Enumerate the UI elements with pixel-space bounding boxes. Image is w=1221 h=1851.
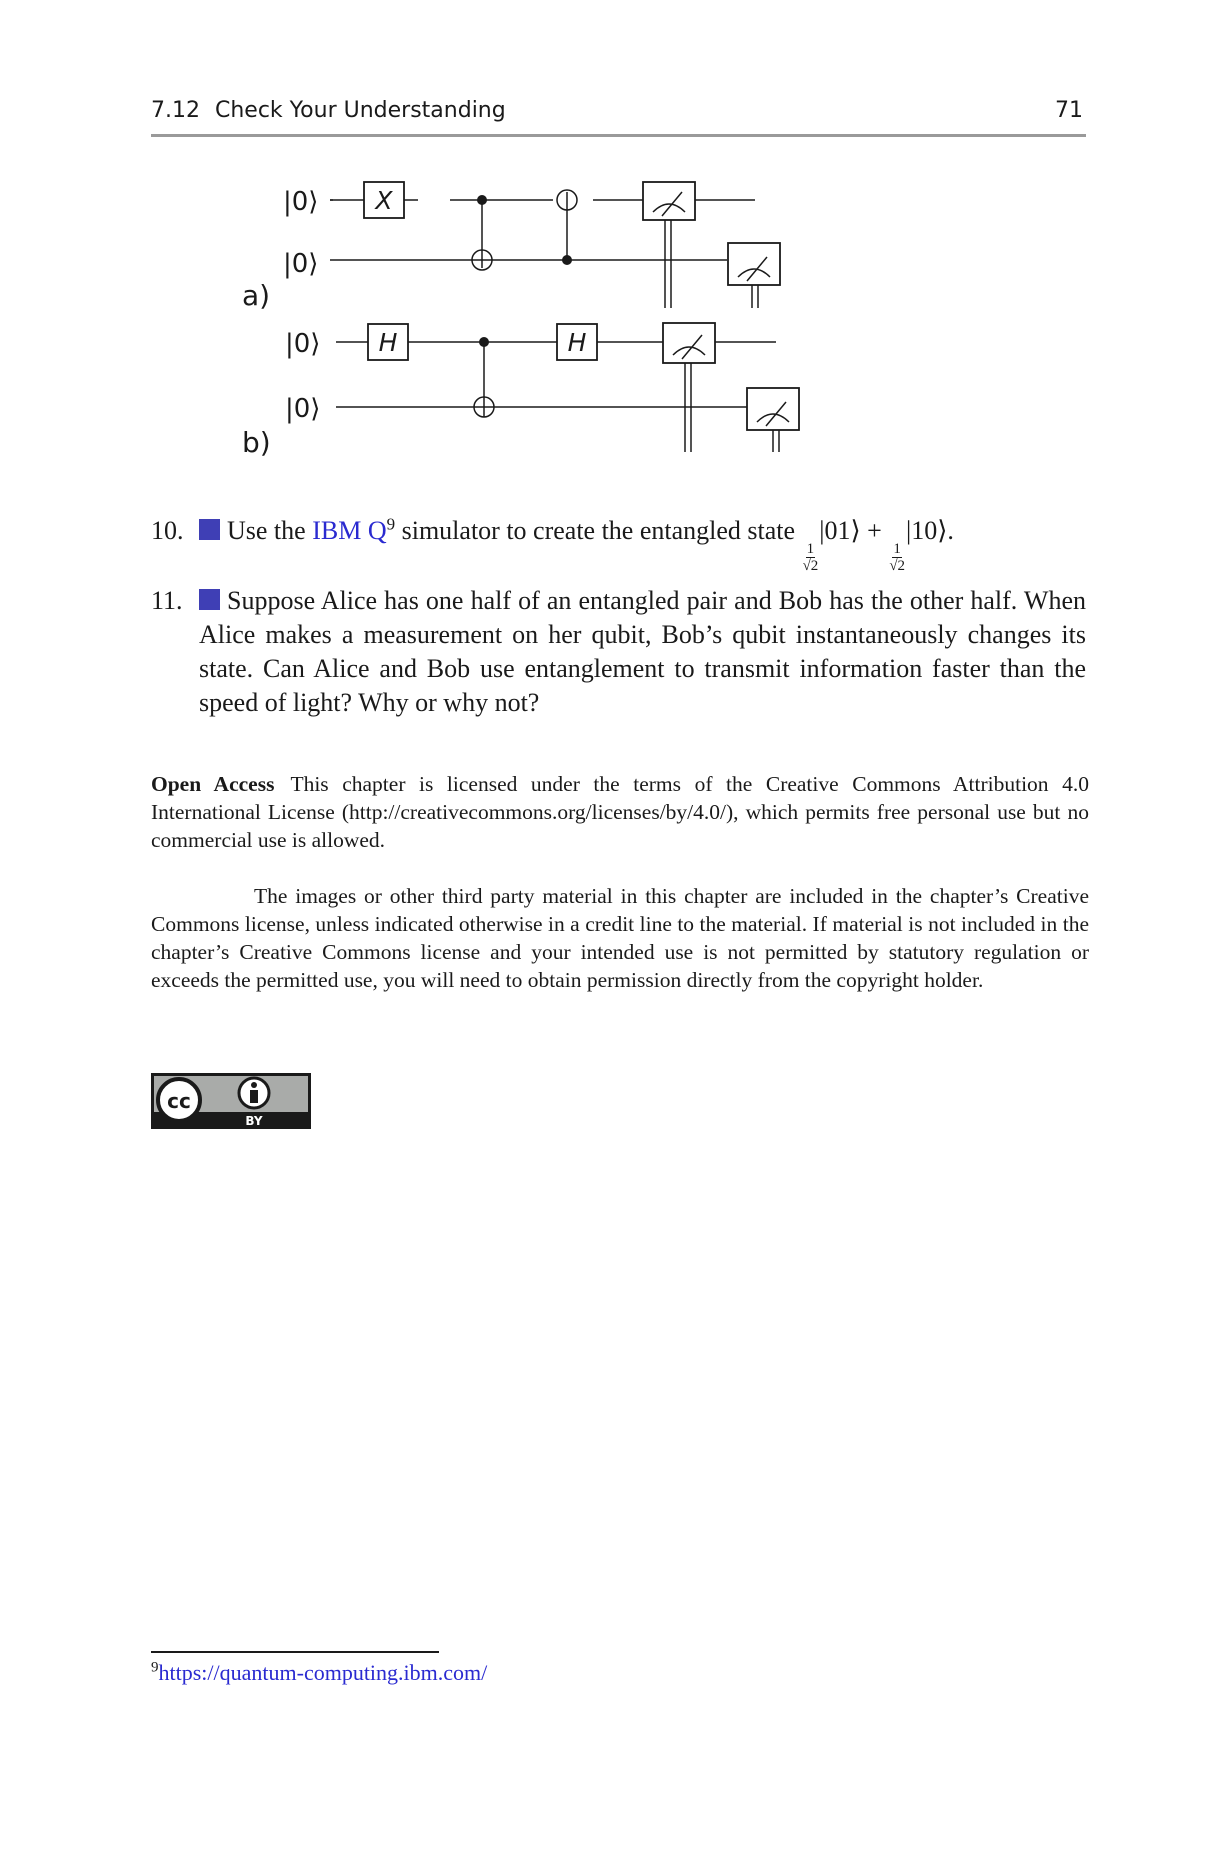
exercise-number: 11. bbox=[151, 586, 183, 615]
ket-a1: |0⟩ bbox=[283, 187, 319, 217]
open-access-label: Open Access bbox=[151, 772, 275, 796]
panel-a-label: a) bbox=[242, 279, 271, 312]
ket-a2: |0⟩ bbox=[283, 249, 319, 279]
h-gate-1-label: H bbox=[378, 328, 398, 357]
exercise-number: 10. bbox=[151, 516, 184, 545]
measure-b2 bbox=[747, 388, 799, 430]
section-title: Check Your Understanding bbox=[215, 98, 506, 123]
cc-icon: cc bbox=[167, 1089, 191, 1113]
difficulty-square-icon bbox=[199, 519, 220, 540]
license-paragraph-1: Open Access This chapter is licensed under the terms of the Creative Commons Attribution 4.0 International License (http://creativecommons.org/licenses/by/4.0/), which permits free personal use but no commercial use is allowed. bbox=[151, 772, 1089, 852]
fraction: $\frac{1}{√2}$ bbox=[802, 541, 819, 574]
running-header bbox=[151, 98, 1086, 124]
page-number: 71 bbox=[1055, 98, 1083, 123]
footnote-ref[interactable]: 9 bbox=[386, 514, 396, 534]
footnote bbox=[151, 1660, 487, 1686]
ibm-q-link[interactable]: IBM Q bbox=[312, 516, 387, 545]
license-block bbox=[151, 770, 1089, 1022]
fraction: $\frac{1}{√2}$ bbox=[889, 541, 906, 574]
license-paragraph-2: The images or other third party material in this chapter are included in the chapter’s Creative Commons license, unless indicated otherwise in a credit line to the material. If material is not included in the chapter’s Creative Commons license and your intended use is not permitted by statutory regulation or exceeds the permitted use, you will need to obtain permission directly from the copyright holder. bbox=[151, 884, 1089, 992]
footnote-rule bbox=[151, 1651, 439, 1653]
footnote-mark: 9 bbox=[151, 1659, 159, 1676]
section-number: 7.12 bbox=[151, 98, 200, 123]
measure-b1 bbox=[663, 323, 715, 363]
difficulty-square-icon bbox=[199, 589, 220, 610]
exercise-text: Suppose Alice has one half of an entangled pair and Bob has the other half. When Alice makes a measurement on her qubit, Bob’s qubit instantaneously changes its state. Can Alice and Bob use entanglement to transmit information faster than the speed of light? Why or why not? bbox=[199, 586, 1086, 717]
ket-b2: |0⟩ bbox=[285, 394, 321, 424]
panel-b-label: b) bbox=[242, 426, 271, 459]
measure-a1 bbox=[643, 182, 695, 220]
quantum-circuit-figure bbox=[220, 160, 840, 470]
exercise-11 bbox=[151, 584, 1086, 720]
h-gate-2-label: H bbox=[567, 328, 587, 357]
footnote-url-link[interactable]: https://quantum-computing.ibm.com/ bbox=[158, 1660, 488, 1685]
by-label: BY bbox=[245, 1114, 263, 1128]
measure-a2 bbox=[728, 243, 780, 285]
x-gate-label: X bbox=[375, 186, 393, 215]
exercise-10: 10. Use the IBM $Q^9$ simulator to create the entangled state $\frac{1}{√2}$ |01⟩ + $\frac{1}{√2}$ |10⟩. bbox=[151, 514, 954, 574]
exercise-list bbox=[151, 514, 1086, 730]
cc-by-license-badge[interactable] bbox=[151, 1073, 311, 1129]
header-rule bbox=[151, 134, 1086, 137]
ket-b1: |0⟩ bbox=[285, 329, 321, 359]
